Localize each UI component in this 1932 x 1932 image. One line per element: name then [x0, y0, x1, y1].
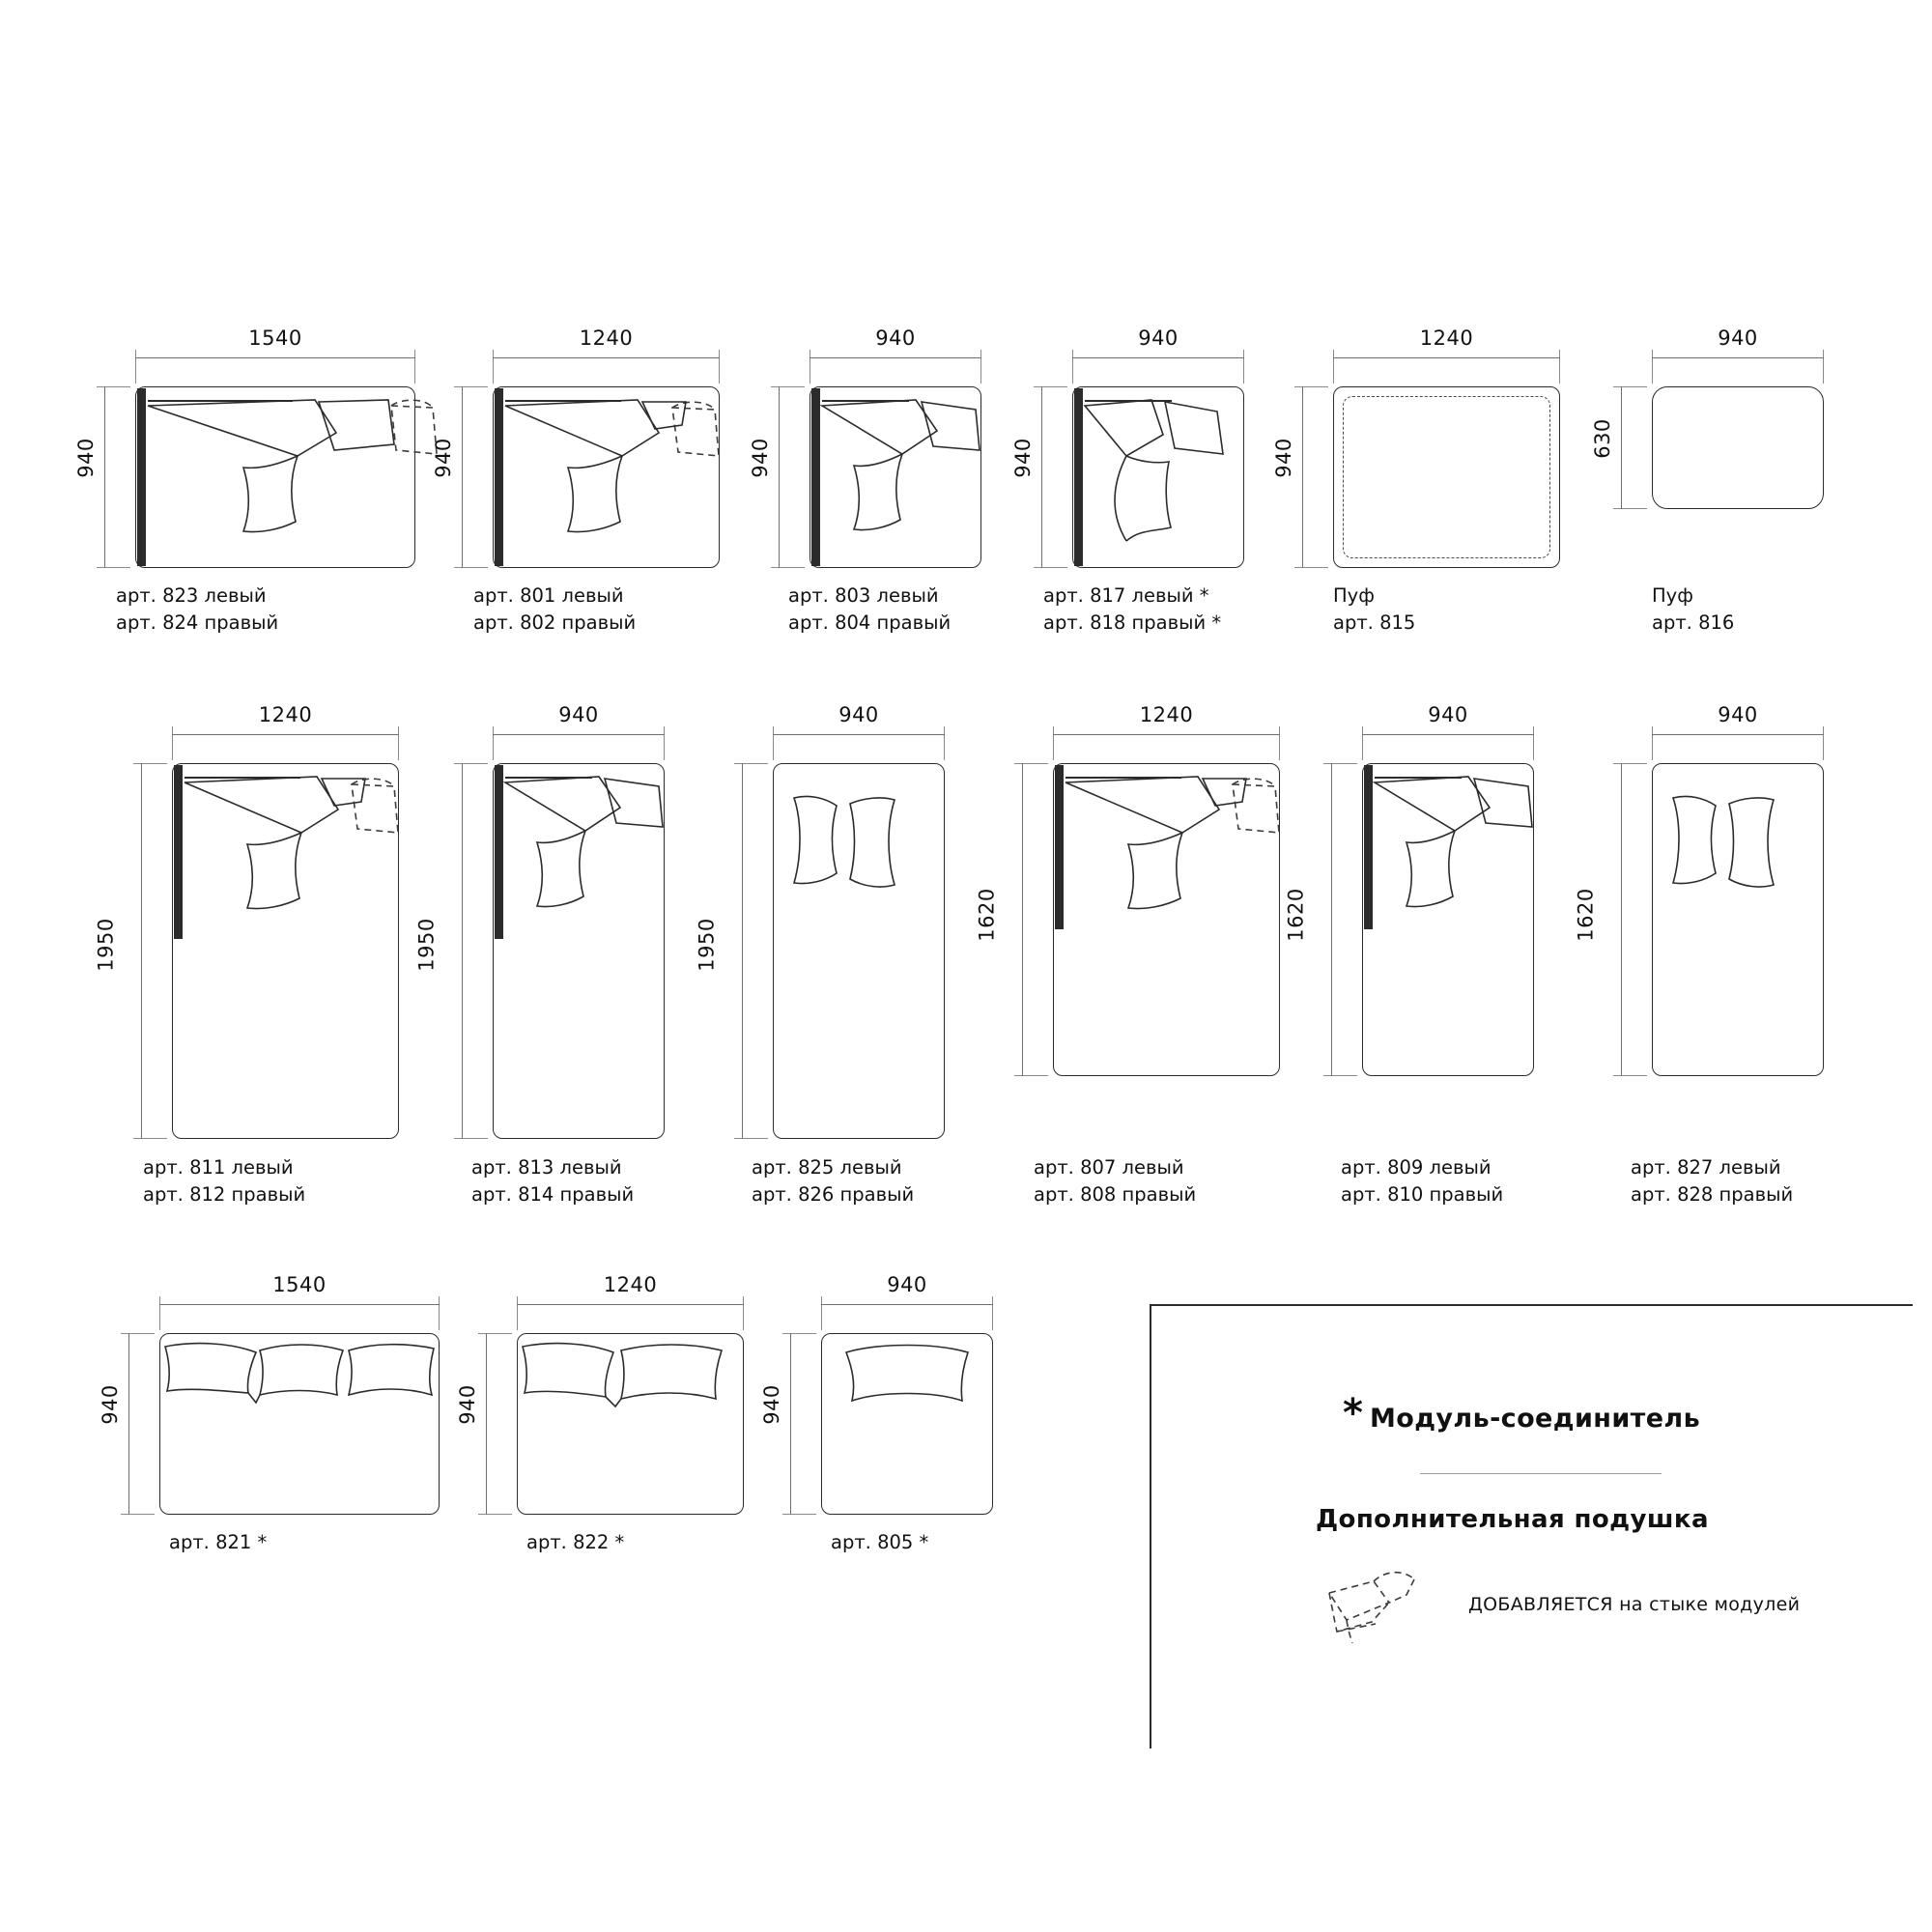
dimension-width: 940: [1428, 703, 1468, 726]
dimension-height: 1620: [1284, 888, 1308, 942]
module-caption-left: Пуф: [1652, 584, 1693, 607]
module-caption-right: арт. 804 правый: [788, 611, 952, 634]
dimension-height: 940: [748, 438, 772, 478]
module-caption-left: арт. 809 левый: [1341, 1156, 1492, 1179]
cushion-sketch: [1652, 763, 1824, 1076]
module-caption-right: арт. 810 правый: [1341, 1183, 1504, 1206]
cushion-sketch: [493, 763, 665, 1139]
legend-note: ДОБАВЛЯЕТСЯ на стыке модулей: [1468, 1594, 1801, 1615]
dimension-width: 940: [1718, 703, 1758, 726]
cushion-sketch: [159, 1333, 440, 1515]
dimension-height: 1620: [975, 888, 999, 942]
dimension-width: 1240: [1419, 327, 1474, 350]
module-outline: [1652, 386, 1824, 509]
module-caption-right: арт. 808 правый: [1034, 1183, 1197, 1206]
pouf-inner-dashed: [1343, 396, 1550, 558]
dimension-height: 1950: [414, 918, 439, 972]
dimension-width: 1540: [248, 327, 302, 350]
dimension-width: 1240: [258, 703, 313, 726]
dimension-height: 630: [1590, 418, 1614, 459]
dimension-width: 940: [1138, 327, 1179, 350]
module-caption-right: арт. 815: [1333, 611, 1416, 634]
dimension-width: 1540: [272, 1273, 327, 1296]
module-caption-left: арт. 817 левый *: [1043, 584, 1209, 607]
module-caption-left: арт. 807 левый: [1034, 1156, 1184, 1179]
extra-cushion-icon: [1314, 1560, 1468, 1647]
dimension-width: 940: [558, 703, 599, 726]
cushion-sketch: [135, 386, 415, 568]
module-caption-right: арт. 828 правый: [1631, 1183, 1794, 1206]
asterisk-icon: *: [1343, 1391, 1363, 1435]
module-caption-left: арт. 803 левый: [788, 584, 939, 607]
module-caption-left: арт. 827 левый: [1631, 1156, 1781, 1179]
dimension-height: 940: [759, 1384, 783, 1425]
dimension-width: 1240: [1139, 703, 1194, 726]
cushion-sketch: [1362, 763, 1534, 1076]
cushion-sketch: [1072, 386, 1244, 568]
cushion-sketch: [493, 386, 720, 568]
module-caption-left: арт. 822 *: [526, 1531, 625, 1553]
module-caption-left: Пуф: [1333, 584, 1375, 607]
dimension-height: 1620: [1574, 888, 1598, 942]
module-caption-left: арт. 801 левый: [473, 584, 624, 607]
dimension-height: 1950: [695, 918, 719, 972]
dimension-height: 1950: [94, 918, 118, 972]
module-caption-right: арт. 814 правый: [471, 1183, 635, 1206]
dimension-width: 1240: [603, 1273, 658, 1296]
dimension-height: 940: [455, 1384, 479, 1425]
module-caption-right: арт. 818 правый *: [1043, 611, 1222, 634]
module-caption-right: арт. 802 правый: [473, 611, 637, 634]
cushion-sketch: [1053, 763, 1280, 1076]
dimension-width: 940: [875, 327, 916, 350]
module-caption-left: арт. 811 левый: [143, 1156, 294, 1179]
module-caption-right: арт. 812 правый: [143, 1183, 306, 1206]
legend-title: Модуль-соединитель: [1370, 1404, 1701, 1434]
dimension-height: 940: [431, 438, 455, 478]
cushion-sketch: [773, 763, 945, 1139]
cushion-sketch: [821, 1333, 993, 1515]
module-caption-left: арт. 813 левый: [471, 1156, 622, 1179]
dimension-height: 940: [1010, 438, 1035, 478]
dimension-width: 940: [887, 1273, 927, 1296]
module-caption-left: арт. 823 левый: [116, 584, 267, 607]
module-caption-left: арт. 821 *: [169, 1531, 268, 1553]
module-caption-right: арт. 826 правый: [752, 1183, 915, 1206]
module-caption-right: арт. 816: [1652, 611, 1735, 634]
dimension-height: 940: [98, 1384, 122, 1425]
dimension-height: 940: [1271, 438, 1295, 478]
dimension-width: 940: [838, 703, 879, 726]
dimension-width: 940: [1718, 327, 1758, 350]
module-caption-left: арт. 805 *: [831, 1531, 929, 1553]
module-caption-left: арт. 825 левый: [752, 1156, 902, 1179]
dimension-width: 1240: [579, 327, 634, 350]
cushion-sketch: [810, 386, 981, 568]
module-caption-right: арт. 824 правый: [116, 611, 279, 634]
legend-panel: [1150, 1304, 1913, 1748]
legend-subtitle: Дополнительная подушка: [1316, 1505, 1709, 1534]
cushion-sketch: [517, 1333, 744, 1515]
dimension-height: 940: [73, 438, 98, 478]
cushion-sketch: [172, 763, 399, 1139]
